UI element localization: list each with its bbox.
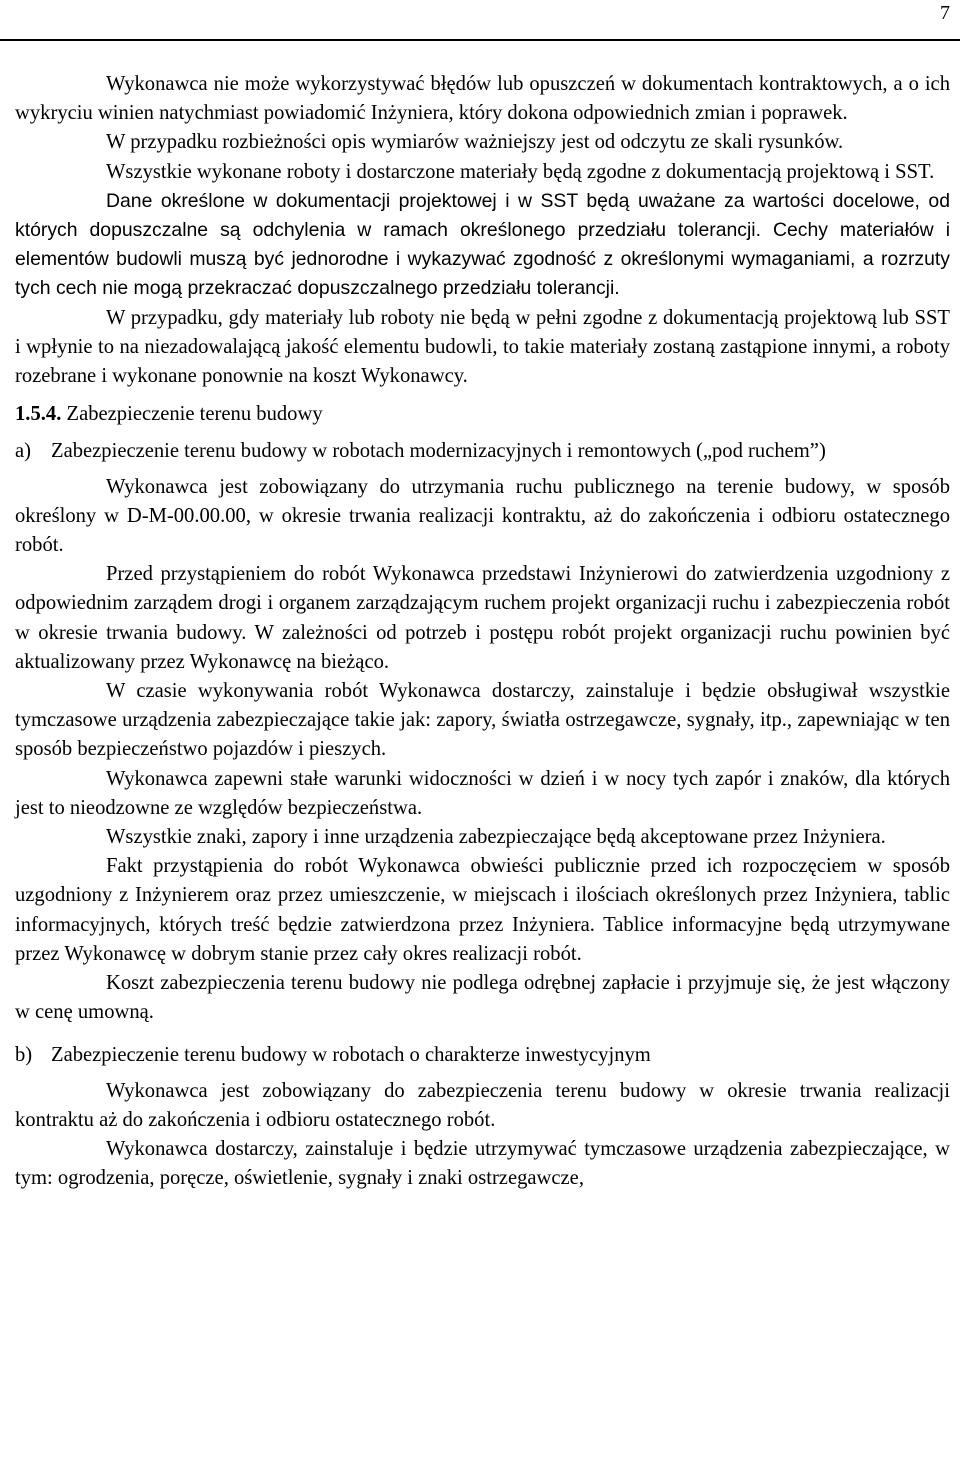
paragraph: Fakt przystąpienia do robót Wykonawca obwieści publicznie przed ich rozpoczęciem w sposób uzgodniony z Inżynierem oraz przez umieszczenie, w miejscach i ilościach określonych przez Inżyniera, tablic informacyjnych, których treść będzie zatwierdzona przez Inżyniera. Tablice informacyjne będą utrzymywane przez Wykonawcę w dobrym stanie przez cały okres realizacji robót. [15, 855, 950, 965]
list-item-title: Zabezpieczenie terenu budowy w robotach modernizacyjnych i remontowych („pod ruchem”) [51, 440, 826, 463]
paragraph: Dane określone w dokumentacji projektowej i w SST będą uważane za wartości docelowe, od których dopuszczalne są odchylenia w ramach określonego przedziału tolerancji. Cechy materiałów i elementów budowli muszą być jednorodne i wykazywać zgodność z określonymi wymaganiami, a rozrzuty tych cech nie mogą przekraczać dopuszczalnego przedziału tolerancji. [15, 189, 950, 300]
list-item-a [15, 437, 950, 466]
paragraph: Przed przystąpieniem do robót Wykonawca przedstawi Inżynierowi do zatwierdzenia uzgodniony z odpowiednim zarządem drogi i organem zarządzającym ruchem projekt organizacji ruchu i zabezpieczenia robót w okresie trwania budowy. W zależności od potrzeb i postępu robót projekt organizacji ruchu powinien być aktualizowany przez Wykonawcę na bieżąco. [15, 563, 950, 673]
paragraph: Wykonawca jest zobowiązany do zabezpieczenia terenu budowy w okresie trwania realizacji kontraktu aż do zakończenia i odbioru ostatecznego robót. [15, 1079, 950, 1131]
section-heading [15, 400, 950, 429]
list-marker: b) [15, 1043, 33, 1066]
list-item-b [15, 1041, 950, 1070]
section-number: 1.5.4. [15, 403, 62, 426]
paragraph: Wykonawca jest zobowiązany do utrzymania ruchu publicznego na terenie budowy, w sposób określony w D-M-00.00.00, w okresie trwania realizacji kontraktu, aż do zakończenia i odbioru ostatecznego robót. [15, 475, 950, 557]
paragraph: Wykonawca dostarczy, zainstaluje i będzie utrzymywać tymczasowe urządzenia zabezpieczające, w tym: ogrodzenia, poręcze, oświetlenie, sygnały i znaki ostrzegawcze, [15, 1138, 950, 1190]
paragraph: Wykonawca nie może wykorzystywać błędów lub opuszczeń w dokumentach kontraktowych, a o ich wykryciu winien natychmiast powiadomić Inżyniera, który dokona odpowiednich zmian i poprawek. [15, 73, 950, 125]
paragraph: Wykonawca zapewni stałe warunki widoczności w dzień i w nocy tych zapór i znaków, dla których jest to nieodzowne ze względów bezpieczeństwa. [15, 767, 950, 819]
paragraph: W przypadku rozbieżności opis wymiarów ważniejszy jest od odczytu ze skali rysunków. [106, 131, 844, 154]
header-rule [0, 39, 960, 41]
paragraph: W czasie wykonywania robót Wykonawca dostarczy, zainstaluje i będzie obsługiwał wszystkie tymczasowe urządzenia zabezpieczające takie jak: zapory, światła ostrzegawcze, sygnały, itp., zapewniając w ten sposób bezpieczeństwo pojazdów i pieszych. [15, 680, 950, 761]
section-title: Zabezpieczenie terenu budowy [66, 403, 323, 426]
document-body [15, 70, 950, 1194]
paragraph: Wszystkie wykonane roboty i dostarczone materiały będą zgodne z dokumentacją projektową i SST. [106, 160, 935, 183]
list-item-title: Zabezpieczenie terenu budowy w robotach o charakterze inwestycyjnym [51, 1043, 651, 1066]
paragraph: Koszt zabezpieczenia terenu budowy nie podlega odrębnej zapłacie i przyjmuje się, że jest włączony w cenę umowną. [15, 972, 950, 1024]
list-marker: a) [15, 440, 31, 463]
paragraph: W przypadku, gdy materiały lub roboty nie będą w pełni zgodne z dokumentacją projektową lub SST i wpłynie to na niezadowalającą jakość elementu budowli, to takie materiały zostaną zastąpione innymi, a roboty rozebrane i wykonane ponownie na koszt Wykonawcy. [15, 306, 950, 388]
page-number: 7 [940, 2, 950, 24]
paragraph: Wszystkie znaki, zapory i inne urządzenia zabezpieczające będą akceptowane przez Inżyniera. [106, 826, 886, 849]
